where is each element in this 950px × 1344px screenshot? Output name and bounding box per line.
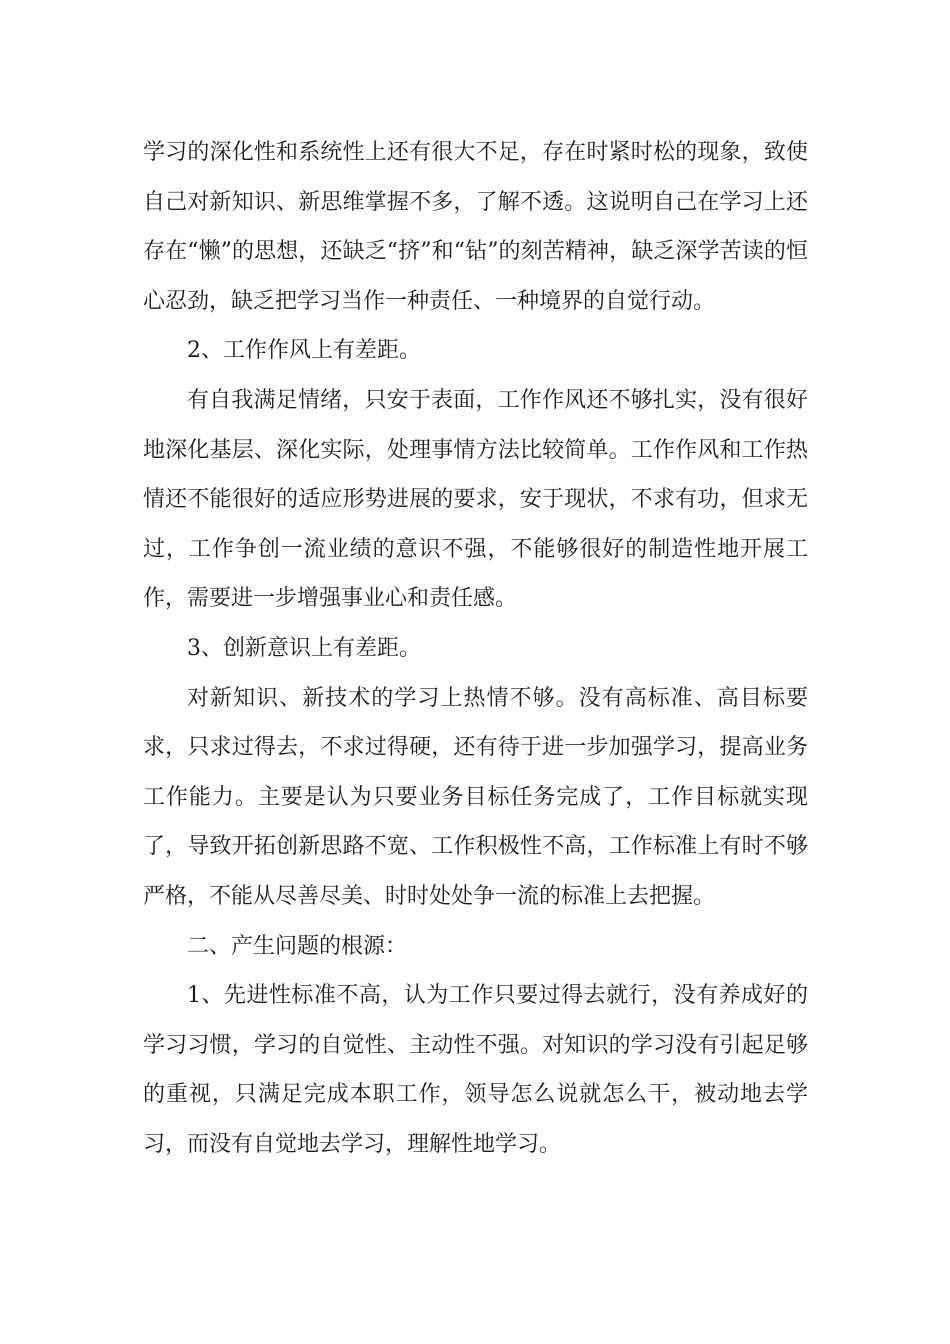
paragraph-continuation: 学习的深化性和系统性上还有很大不足，存在时紧时松的现象，致使自己对新知识、新思维掌握不多，了解不透。这说明自己在学习上还存在“懒”的思想，还缺乏“挤”和“钻”的刻苦精神，缺乏深学苦读的恒心忍劲，缺乏把学习当作一种责任、一种境界的自觉行动。 — [143, 140, 808, 314]
heading-work-style-gap: 2、工作作风上有差距。 — [187, 338, 421, 364]
document-body — [143, 128, 808, 1169]
paragraph-innovation: 对新知识、新技术的学习上热情不够。没有高标准、高目标要求，只求过得去，不求过得硬，还有待于进一步加强学习，提高业务工作能力。主要是认为只要业务目标任务完成了，工作目标就实现了，导致开拓创新思路不宽、工作积极性不高，工作标准上有时不够严格，不能从尽善尽美、时时处处争一流的标准上去把握。 — [143, 685, 808, 909]
paragraph-work-style: 有自我满足情绪，只安于表面，工作作风还不够扎实，没有很好地深化基层、深化实际，处理事情方法比较简单。工作作风和工作热情还不能很好的适应形势进展的要求，安于现状，不求有功，但求无过，工作争创一流业绩的意识不强，不能够很好的制造性地开展工作，需要进一步增强事业心和责任感。 — [143, 387, 808, 612]
heading-innovation-gap: 3、创新意识上有差距。 — [187, 635, 421, 661]
heading-root-causes: 二、产生问题的根源： — [187, 933, 408, 959]
paragraph-root-cause-1: 1、先进性标准不高，认为工作只要过得去就行，没有养成好的学习习惯，学习的自觉性、主动性不强。对知识的学习没有引起足够的重视，只满足完成本职工作，领导怎么说就怎么干，被动地去学习，而没有自觉地去学习，理解性地学习。 — [143, 983, 808, 1157]
